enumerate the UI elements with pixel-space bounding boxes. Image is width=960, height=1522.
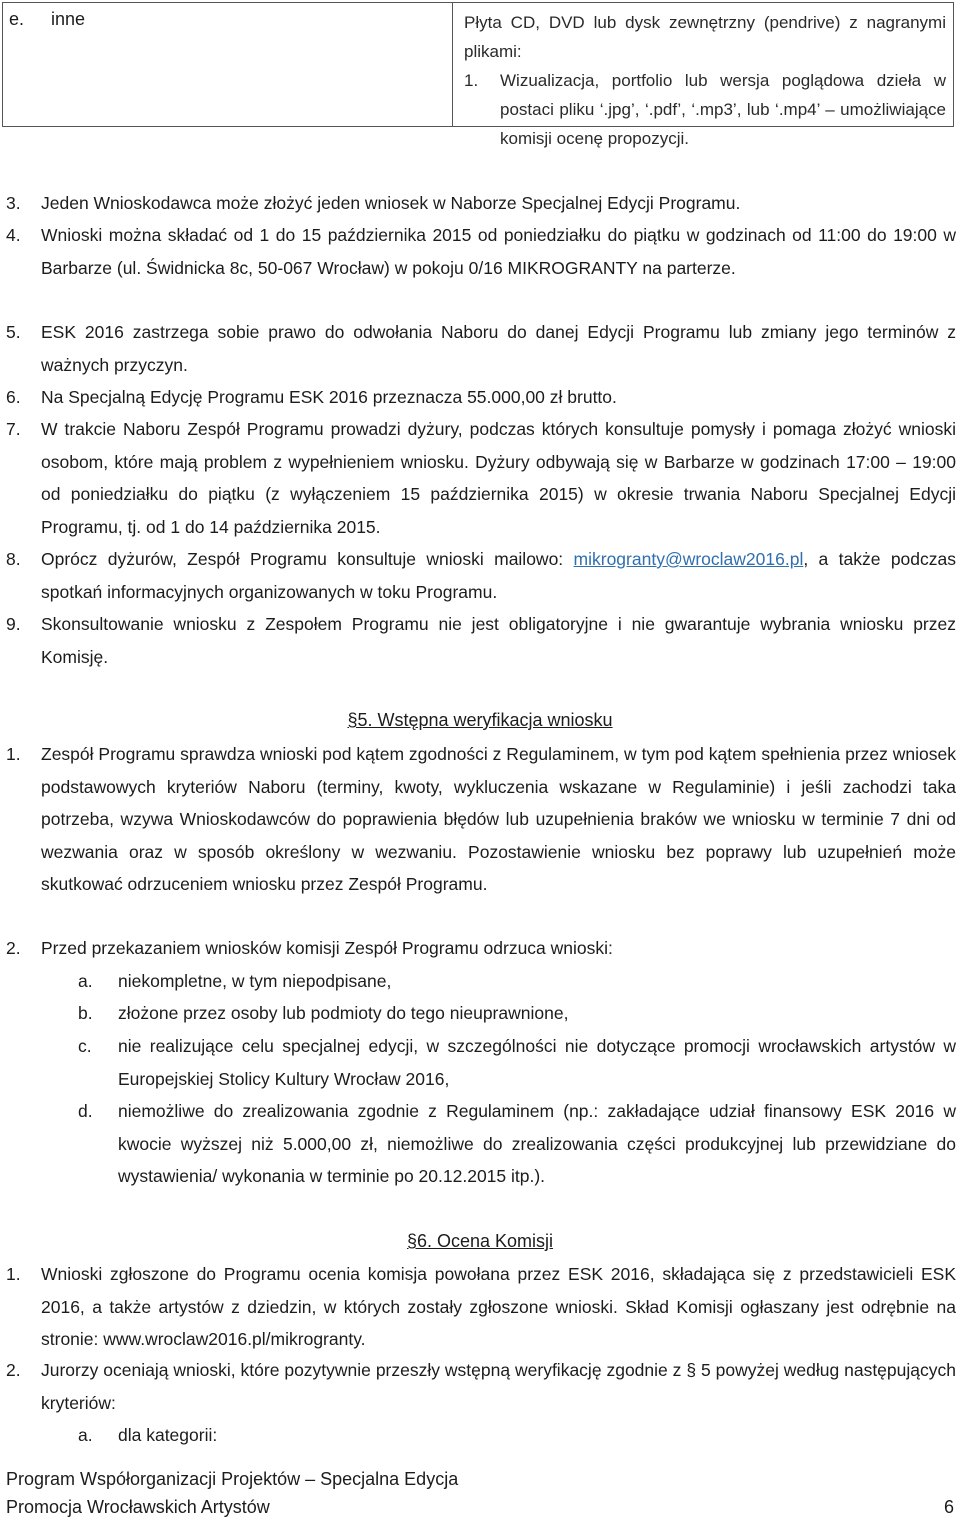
table-sub-num: 1.: [464, 71, 479, 90]
table-letter: e.: [9, 9, 25, 29]
item-number: 8.: [6, 549, 21, 569]
sub-list-item: [78, 965, 956, 998]
item-text: Przed przekazaniem wniosków komisji Zespół Programu odrzuca wnioski:: [41, 938, 613, 958]
list-item: [6, 381, 956, 414]
item-number: 2.: [6, 938, 21, 958]
sub-item-letter: d.: [78, 1101, 93, 1121]
item-text: Na Specjalną Edycję Programu ESK 2016 przeznacza 55.000,00 zł brutto.: [41, 387, 617, 407]
sub-item-text: dla kategorii:: [118, 1425, 218, 1445]
item-text: Wnioski można składać od 1 do 15 października 2015 od poniedziałku do piątku w godzinach od 11:00 do 19:00 w Barbarze (ul. Świdnicka 8c, 50-067 Wrocław) w pokoju 0/16 MIKROGRANTY na parterze.: [41, 225, 956, 278]
page-number: 6: [943, 1497, 954, 1517]
item-text: Jeden Wnioskodawca może złożyć jeden wniosek w Naborze Specjalnej Edycji Programu.: [41, 193, 741, 213]
table-left-cell: [9, 9, 85, 30]
table-intro: Płyta CD, DVD lub dysk zewnętrzny (pendrive) z nagranymi plikami:: [464, 13, 946, 61]
sub-item-text: niekompletne, w tym niepodpisane,: [118, 971, 392, 991]
list-item: [6, 543, 956, 608]
list-item: [6, 738, 956, 901]
list-item: [6, 413, 956, 543]
item-number: 3.: [6, 193, 21, 213]
table-divider: [452, 3, 453, 126]
sub-item-text: złożone przez osoby lub podmioty do tego nieuprawnione,: [118, 1003, 569, 1023]
list-item: [6, 1258, 956, 1356]
table-label: inne: [51, 9, 86, 29]
item-number: 9.: [6, 614, 21, 634]
item-number: 1.: [6, 1264, 21, 1284]
table-right-cell: [464, 8, 946, 153]
sub-list-item: [78, 1030, 956, 1095]
item-text: Zespół Programu sprawdza wnioski pod kątem zgodności z Regulaminem, w tym pod kątem spełnienia przez wniosek podstawowych kryteriów Naboru (terminy, kwoty, wykluczenia wskazane w Regulaminie) i jeśli zachodzi taka potrzeba, wzywa Wnioskodawców do poprawienia błędów lub uzupełnienia braków we wniosku w terminie 7 dni od wezwania oraz w sposób określony w wezwaniu. Pozostawienie wniosku bez poprawy lub uzupełnień może skutkować odrzuceniem wniosku przez Zespół Programu.: [41, 744, 956, 894]
sub-item-text: niemożliwe do zrealizowania zgodnie z Regulaminem (np.: zakładające udział finansowy ESK 2016 w kwocie wyższej niż 5.000,00 zł, niemożliwe do zrealizowania części produkcyjnej lub przewidziane do wystawienia/ wykonania w terminie po 20.12.2015 itp.).: [118, 1101, 956, 1186]
item-text-after: , a także podczas spotkań informacyjnych organizowanych w toku Programu.: [41, 549, 956, 602]
item-text: Skonsultowanie wniosku z Zespołem Programu nie jest obligatoryjne i nie gwarantuje wybrania wniosku przez Komisję.: [41, 614, 956, 667]
list-item: [6, 219, 956, 284]
footer-line: Promocja Wrocławskich Artystów: [6, 1497, 270, 1517]
sub-item-text: nie realizujące celu specjalnej edycji, w szczególności nie dotyczące promocji wrocławskich artystów w Europejskiej Stolicy Kultury Wrocław 2016,: [118, 1036, 956, 1089]
sub-item-letter: a.: [78, 1425, 93, 1445]
item-text-before: Oprócz dyżurów, Zespół Programu konsultuje wnioski mailowo:: [41, 549, 574, 569]
item-text: Jurorzy oceniają wnioski, które pozytywnie przeszły wstępną weryfikację zgodnie z § 5 powyżej według następujących kryteriów:: [41, 1360, 956, 1413]
sub-item-letter: b.: [78, 1003, 93, 1023]
item-text: Wnioski zgłoszone do Programu ocenia komisja powołana przez ESK 2016, składająca się z przedstawicieli ESK 2016, a także artystów z dziedzin, w których zostały zgłoszone wnioski. Skład Komisji ogłaszany jest odrębnie na stronie: www.wroclaw2016.pl/mikrogranty.: [41, 1264, 956, 1349]
email-link[interactable]: mikrogranty@wroclaw2016.pl: [573, 549, 804, 569]
section-heading: §6. Ocena Komisji: [406, 1231, 554, 1251]
item-number: 6.: [6, 387, 21, 407]
item-number: 2.: [6, 1360, 21, 1380]
list-item: [6, 187, 956, 220]
item-number: 7.: [6, 419, 21, 439]
item-text: [41, 543, 956, 608]
sub-list-item: [78, 997, 956, 1030]
list-item: [6, 1354, 956, 1419]
sub-item-letter: c.: [78, 1036, 92, 1056]
item-text: ESK 2016 zastrzega sobie prawo do odwołania Naboru do danej Edycji Programu lub zmiany jego terminów z ważnych przyczyn.: [41, 322, 956, 375]
table-sub-item: [464, 66, 946, 153]
sub-item-letter: a.: [78, 971, 93, 991]
list-item: [6, 316, 956, 381]
sub-list-item: [78, 1095, 956, 1193]
list-item: [6, 932, 956, 965]
item-number: 5.: [6, 322, 21, 342]
footer-line: Program Współorganizacji Projektów – Specjalna Edycja: [6, 1469, 459, 1489]
section-heading: §5. Wstępna weryfikacja wniosku: [347, 710, 613, 730]
list-item: [6, 608, 956, 673]
item-text: W trakcie Naboru Zespół Programu prowadzi dyżury, podczas których konsultuje pomysły i pomaga złożyć wnioski osobom, które mają problem z wypełnieniem wniosku. Dyżury odbywają się w Barbarze w godzinach 17:00 – 19:00 od poniedziałku do piątku (z wyłączeniem 15 października 2015) w okresie trwania Naboru Specjalnej Edycji Programu, tj. od 1 do 14 października 2015.: [41, 419, 956, 537]
materials-table: [2, 2, 954, 148]
sub-list-item: [78, 1419, 956, 1452]
table-sub-text: Wizualizacja, portfolio lub wersja poglądowa dzieła w postaci pliku ‘.jpg’, ‘.pdf’, ‘.mp3’, lub ‘.mp4’ – umożliwiające komisji ocenę propozycji.: [500, 71, 946, 148]
item-number: 1.: [6, 744, 21, 764]
item-number: 4.: [6, 225, 21, 245]
